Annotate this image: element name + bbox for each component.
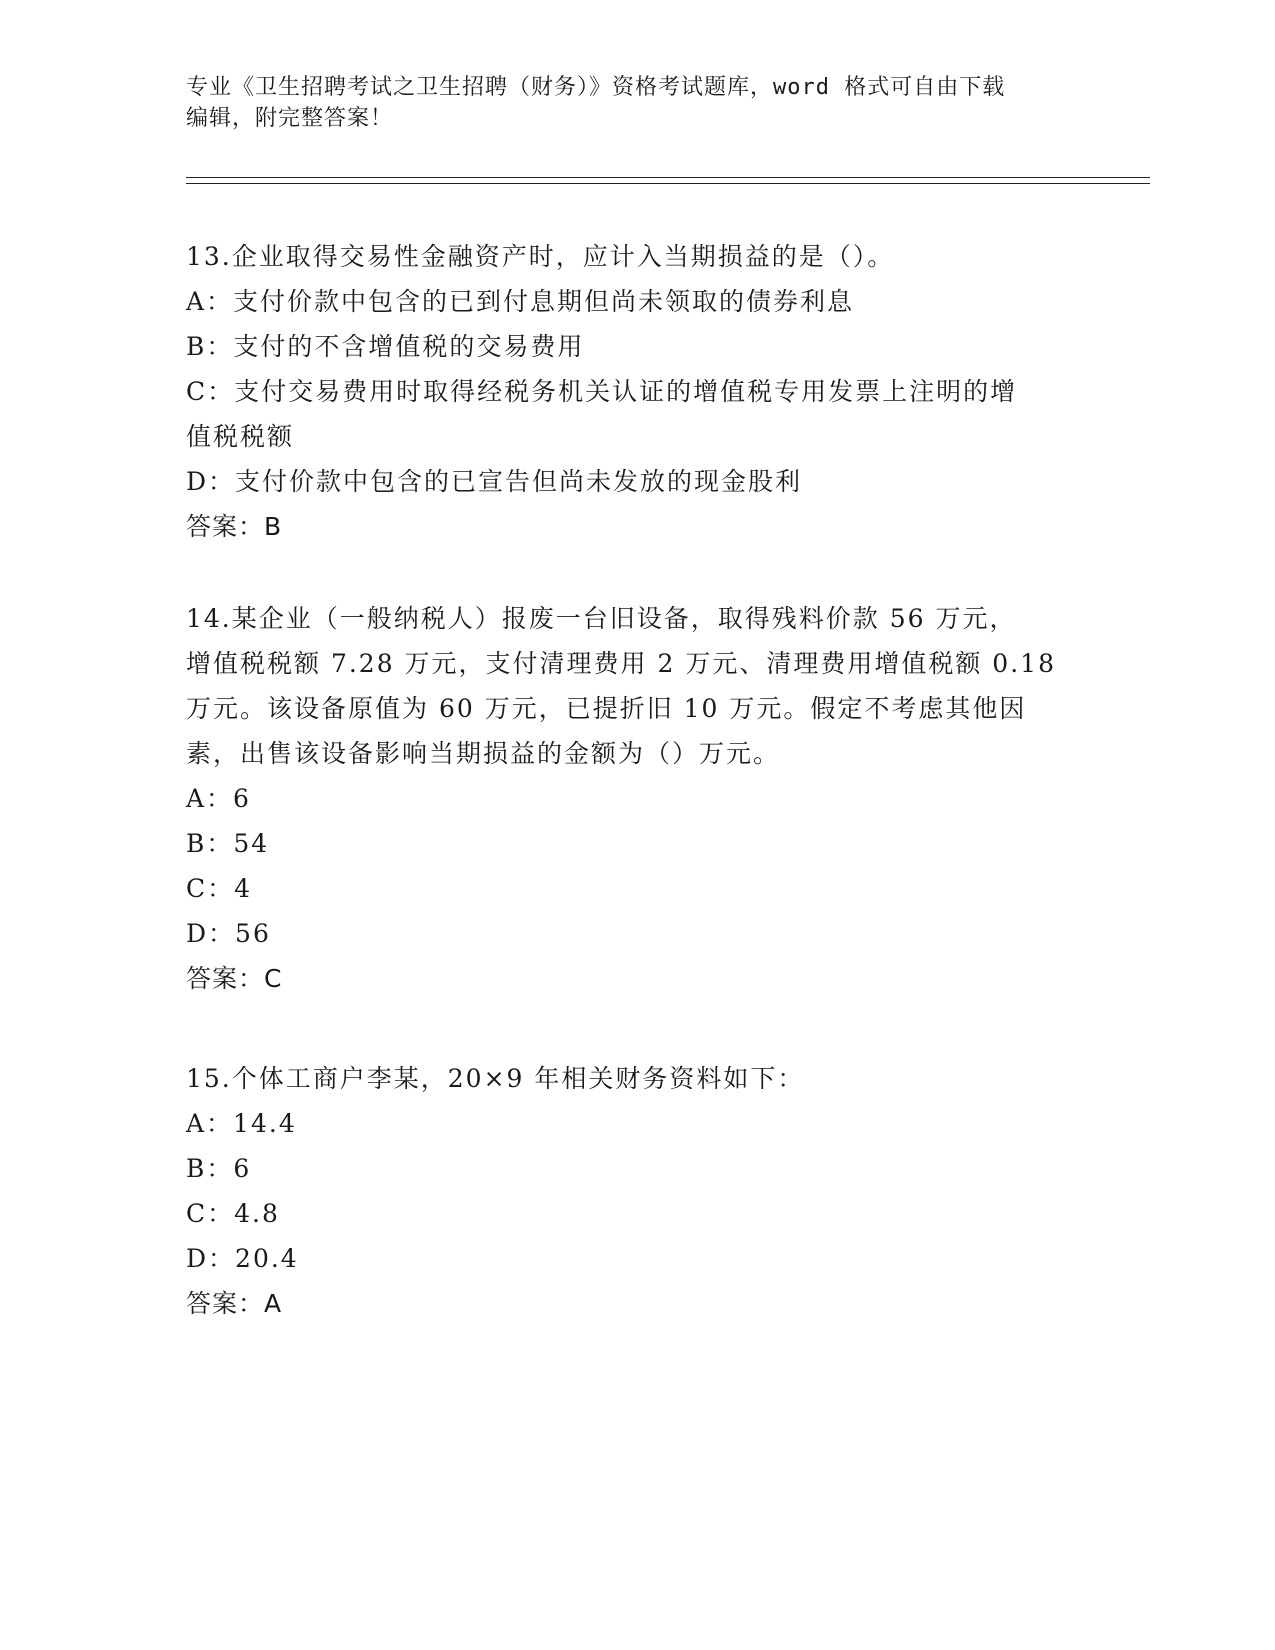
question-stem: 14.某企业（一般纳税人）报废一台旧设备，取得残料价款 56 万元， [186,604,1017,633]
question-13 [186,234,1066,549]
option-b: B：6 [186,1154,252,1183]
option-a: A：支付价款中包含的已到付息期但尚未领取的债券利息 [186,287,855,316]
document-header [186,72,1066,134]
option-d: D：支付价款中包含的已宣告但尚未发放的现金股利 [186,467,803,496]
option-c-continued: 值税税额 [186,422,295,451]
header-line-2: 编辑，附完整答案！ [186,106,394,131]
option-d: D：56 [186,919,271,948]
answer: 答案：B [186,512,283,541]
question-15 [186,1056,1066,1326]
answer: 答案：A [186,1289,283,1318]
question-stem: 素，出售该设备影响当期损益的金额为（）万元。 [186,739,781,768]
header-divider-bottom [186,183,1150,184]
option-b: B：54 [186,829,270,858]
header-divider-top [186,177,1150,178]
question-stem: 15.个体工商户李某，20×9 年相关财务资料如下： [186,1064,805,1093]
question-14 [186,596,1066,1001]
answer: 答案：C [186,964,283,993]
option-a: A：6 [186,784,251,813]
question-stem: 万元。该设备原值为 60 万元，已提折旧 10 万元。假定不考虑其他因 [186,694,1027,723]
option-c: C：支付交易费用时取得经税务机关认证的增值税专用发票上注明的增 [186,377,1018,406]
option-d: D：20.4 [186,1244,299,1273]
question-stem: 13.企业取得交易性金融资产时，应计入当期损益的是（）。 [186,242,895,271]
option-a: A：14.4 [186,1109,297,1138]
header-line-1: 专业《卫生招聘考试之卫生招聘（财务）》资格考试题库，word 格式可自由下载 [186,75,1006,100]
question-stem: 增值税税额 7.28 万元，支付清理费用 2 万元、清理费用增值税额 0.18 [186,649,1056,678]
option-b: B：支付的不含增值税的交易费用 [186,332,585,361]
option-c: C：4 [186,874,253,903]
option-c: C：4.8 [186,1199,280,1228]
